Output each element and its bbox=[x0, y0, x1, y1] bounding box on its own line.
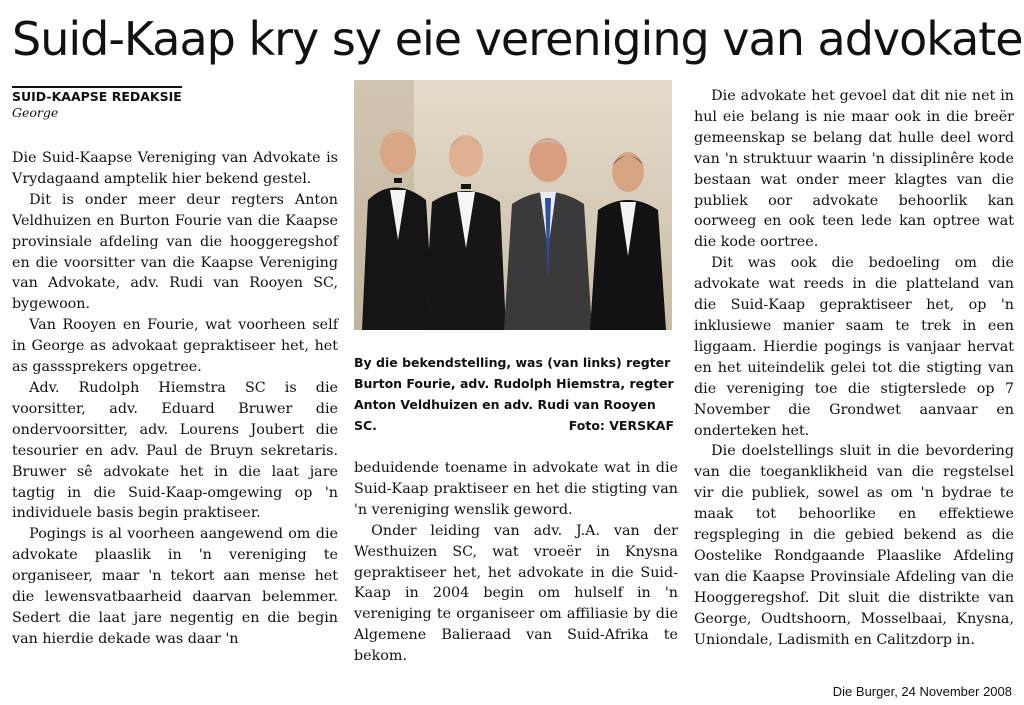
paragraph: beduidende toename in advokate wat in die Suid-Kaap praktiseer en het die stigting van 'n vereniging wenslik geword. bbox=[354, 460, 678, 518]
byline-place: George bbox=[12, 105, 59, 120]
photo-credit: Foto: VERSKAF bbox=[568, 418, 674, 433]
paragraph: Die doelstellings sluit in die bevordering van die toeganklikheid van die regstelsel vir die publiek, sowel as om 'n bydrae te maak tot behoorlike en effektiewe regspleging in die gebied bekend as die Oostelike Rondgaande Plaaslike Afdeling van die Kaapse Provinsiale Afdeling van die Hooggeregshof. Dit sluit die distrikte van George, Oudtshoorn, Mosselbaai, Knysna, Uniondale, Ladismith en Calitzdorp in. bbox=[694, 443, 1014, 648]
paragraph: Adv. Rudolph Hiemstra SC is die voorsitter, adv. Eduard Bruwer die ondervoorsitter, adv. Lourens Joubert die tesourier en adv. Paul de Bruyn sekretaris. Bruwer sê advokate het in die laat jare tagtig in die Suid-Kaap-omgewing op 'n individuele basis begin praktiseer. bbox=[12, 379, 338, 522]
paragraph: Die advokate het gevoel dat dit nie net in hul eie belang is nie maar ook in die breër gemeenskap se belang dat hulle deel word van 'n struktuur waarin 'n dissiplinêre kode bestaan wat onder meer klagtes van die publiek oor advokate behoorlik kan oorweeg en ook teen lede kan optree wat die kode oortree. bbox=[694, 88, 1014, 251]
byline bbox=[12, 86, 342, 121]
headline: Suid-Kaap kry sy eie vereniging van advokate bbox=[12, 12, 1023, 66]
event-photo bbox=[354, 80, 672, 330]
byline-org: SUID-KAAPSE REDAKSIE bbox=[12, 86, 182, 105]
photo-caption bbox=[354, 352, 674, 436]
article-column-2 bbox=[354, 458, 678, 667]
caption-text: By die bekendstelling, was (van links) regter Burton Fourie, adv. Rudolph Hiemstra, regter Anton Veldhuizen en adv. Rudi van Rooyen SC. bbox=[354, 355, 674, 433]
article-column-1 bbox=[12, 148, 338, 650]
paragraph: Onder leiding van adv. J.A. van der Westhuizen SC, wat vroeër in Knysna gepraktiseer het, het advokate in die Suid-Kaap in 2004 begin om hulself in 'n vereniging te organiseer om affiliasie by die Algemene Balieraad van Suid-Afrika te bekom. bbox=[354, 522, 678, 665]
article-column-3 bbox=[694, 86, 1014, 650]
paragraph: Pogings is al voorheen aangewend om die advokate plaaslik in 'n vereniging te organiseer, maar 'n tekort aan mense het die lewensvatbaarheid daarvan belemmer. Sedert die laat jare negentig en die begin van hierdie dekade was daar 'n bbox=[12, 526, 338, 647]
paragraph: Van Rooyen en Fourie, wat voorheen self in George as advokaat gepraktiseer het, het as gasssprekers opgetree. bbox=[12, 317, 338, 376]
paragraph: Die Suid-Kaapse Vereniging van Advokate is Vrydagaand amptelik hier bekend gestel. bbox=[12, 150, 338, 187]
source-citation: Die Burger, 24 November 2008 bbox=[832, 684, 1012, 699]
paragraph: Dit is onder meer deur regters Anton Veldhuizen en Burton Fourie van die Kaapse provinsiale afdeling van die hooggeregshof en die voorsitter van die Kaapse Vereniging van Advokate, adv. Rudi van Rooyen SC, bygewoon. bbox=[12, 191, 338, 313]
paragraph: Dit was ook die bedoeling om die advokate wat reeds in die platteland van die Suid-Kaap gepraktiseer het, op 'n inklusiewe manier saam te trek in een liggaam. Hierdie pogings is vanjaar hervat en het uiteindelik gelei tot die stigting van die vereniging toe die stigterslede op 7 November die Grondwet aanvaar en onderteken het. bbox=[694, 255, 1014, 439]
